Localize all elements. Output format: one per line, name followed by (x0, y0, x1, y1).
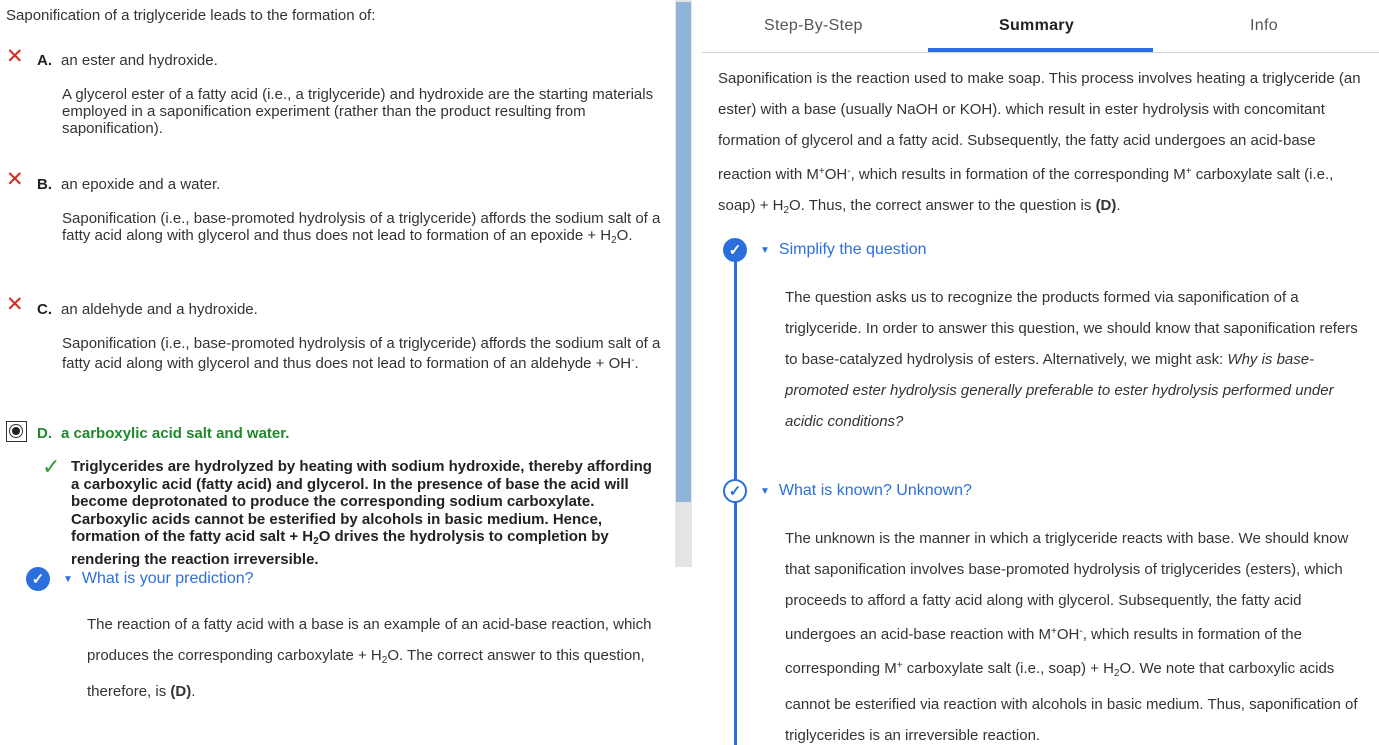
step-prediction-header[interactable] (26, 567, 254, 591)
check-circle-outline-icon: ✓ (723, 479, 747, 503)
option-c-text[interactable]: an aldehyde and a hydroxide. (61, 301, 258, 318)
step-title: What is your prediction? (81, 570, 254, 587)
solution-pane (702, 0, 1379, 745)
check-circle-icon: ✓ (723, 238, 747, 262)
incorrect-icon: ✕ (6, 293, 24, 316)
caret-down-icon: ▼ (63, 573, 73, 585)
option-d-text[interactable]: a carboxylic acid salt and water. (61, 425, 290, 442)
selected-radio-icon[interactable] (6, 421, 27, 442)
tab-summary[interactable]: Summary (999, 17, 1075, 34)
option-a-explanation: A glycerol ester of a fatty acid (i.e., a triglyceride) and hydroxide are the starting materials employed in a saponification experiment (rather than the product resulting from saponification). (62, 86, 654, 137)
question-pane (0, 0, 676, 745)
step-prediction-body: The reaction of a fatty acid with a base is an example of an acid-base reaction, which produces the corresponding carboxylate + $H_2O$. The correct answer to this question, therefore, is (D). (87, 616, 652, 700)
summary-text: Saponification is the reaction used to make soap. This process involves heating a triglyceride (an ester) with a base (usually NaOH or KOH). which result in ester hydrolysis with concomitant formation of glycerol and a fatty acid. Subsequently, the fatty acid undergoes an acid-base reaction with M+OH-, which results in formation of the corresponding M+ carboxylate salt (i.e., soap) + $H_2O$. Thus, the correct answer to the question is (D). (718, 70, 1361, 216)
caret-down-icon: ▼ (760, 244, 770, 256)
step-known-body: The unknown is the manner in which a triglyceride reacts with base. We should know that saponification involves base-promoted hydrolysis of triglycerides (esters), which proceeds to afford a fatty acid along with glycerol. Subsequently, the fatty acid undergoes an acid-base reaction with M+OH-, which results in formation of the corresponding M+ carboxylate salt (i.e., soap) + $H_2O$. We note that carboxylic acids cannot be esterified via reaction with alcohols in basic medium. Thus, saponification of triglycerides is an irreversible reaction. (785, 530, 1358, 744)
step-title: What is known? Unknown? (778, 482, 972, 499)
step-title: Simplify the question (778, 241, 927, 258)
active-tab-indicator (928, 48, 1153, 52)
check-circle-icon: ✓ (26, 567, 50, 591)
option-b-text[interactable]: an epoxide and a water. (61, 176, 221, 193)
step-known-header[interactable] (723, 479, 972, 503)
option-d-explanation: Triglycerides are hydrolyzed by heating with sodium hydroxide, thereby affording a carboxylic acid (fatty acid) and glycerol. In the presence of base the acid will become deprotonated to produce the corresponding sodium carboxylate. Carboxylic acids cannot be esterified by alcohols in basic medium. Hence, formation of the fatty acid salt + $H_2O$ drives the hydrolysis to completion by rendering the reaction irreversible. (71, 458, 652, 568)
tab-step-by-step[interactable]: Step-By-Step (764, 17, 863, 34)
tab-info[interactable]: Info (1250, 17, 1278, 34)
option-c-letter: C. (37, 301, 52, 318)
step-simplify-body: The question asks us to recognize the products formed via saponification of a triglyceride. In order to answer this question, we should know that saponification refers to base-catalyzed hydrolysis of esters. Alternatively, we might ask: Why is base-promoted ester hydrolysis generally preferable to ester hydrolysis performed under acidic conditions? (785, 289, 1358, 430)
option-b-letter: B. (37, 176, 52, 193)
tab-bar (702, 0, 1379, 53)
option-b-explanation: Saponification (i.e., base-promoted hydrolysis of a triglyceride) affords the sodium salt of a fatty acid along with glycerol and thus does not lead to formation of an epoxide + $H_2O$. (62, 210, 661, 246)
step-simplify-header[interactable] (723, 238, 927, 262)
correct-check-icon: ✓ (42, 454, 61, 479)
incorrect-icon: ✕ (6, 45, 24, 68)
option-d-letter: D. (37, 425, 52, 442)
caret-down-icon: ▼ (760, 485, 770, 497)
incorrect-icon: ✕ (6, 168, 24, 191)
option-c-explanation: Saponification (i.e., base-promoted hydrolysis of a triglyceride) affords the sodium salt of a fatty acid along with glycerol and thus does not lead to formation of an aldehyde + OH-. (62, 335, 661, 372)
question-text: Saponification of a triglyceride leads to the formation of: (6, 7, 376, 24)
option-a-letter: A. (37, 52, 52, 69)
option-a-text[interactable]: an ester and hydroxide. (61, 52, 218, 69)
scrollbar-thumb[interactable] (676, 2, 691, 502)
